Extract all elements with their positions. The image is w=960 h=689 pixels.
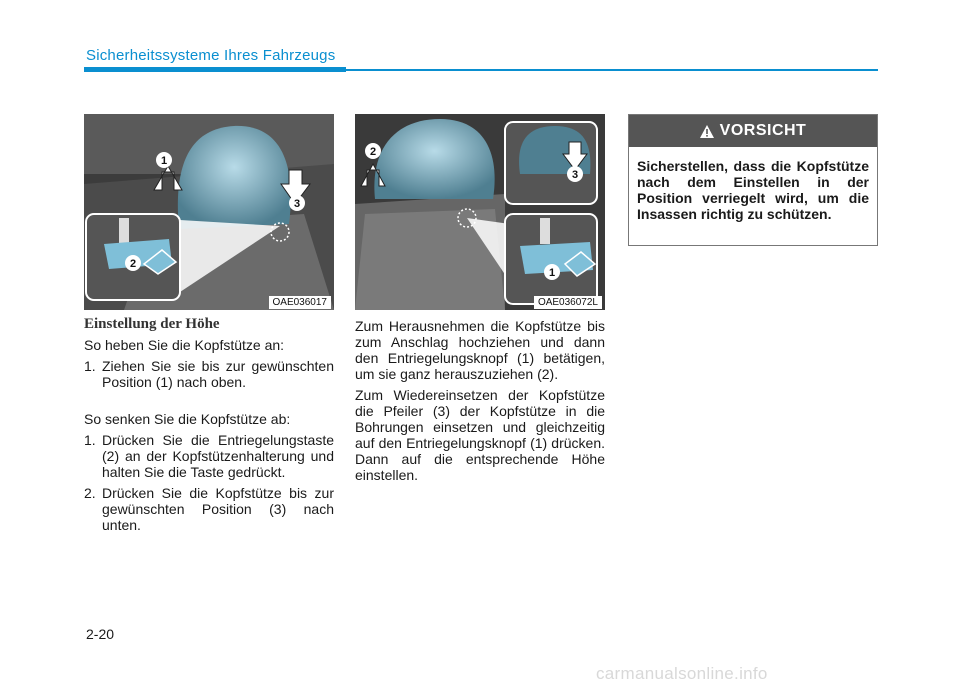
svg-text:3: 3 [293, 198, 301, 210]
left-column-text [84, 337, 334, 533]
removal-paragraph: Zum Herausnehmen die Kopfstütze bis zum Anschlag hochziehen und dann den Entriegelungsknopf (1) betätigen, um sie ganz herauszuziehen (2). [355, 318, 605, 382]
middle-column-text [355, 318, 605, 483]
figure-code: OAE036017 [269, 296, 332, 309]
step-number: 1. [84, 432, 96, 448]
step-text: Drücken Sie die Entriegelungstaste (2) an der Kopfstützenhalterung und halten Sie die Taste gedrückt. [102, 432, 334, 480]
caution-text: Sicherstellen, dass die Kopfstütze nach dem Einstellen in der Position verriegelt wird, um die Insassen richtig zu schützen. [637, 158, 869, 222]
svg-text:1: 1 [548, 267, 556, 279]
caution-box [628, 114, 878, 246]
callout-3 [288, 194, 306, 212]
step-number: 1. [84, 358, 96, 374]
warning-triangle-icon [700, 125, 714, 138]
headrest-height-figure [84, 114, 334, 310]
raise-intro: So heben Sie die Kopfstütze an: [84, 337, 285, 353]
caution-header [629, 115, 877, 147]
headrest-removal-illustration [355, 114, 605, 310]
lower-step-1 [84, 432, 334, 480]
caution-title: VORSICHT [719, 122, 807, 139]
step-text: Ziehen Sie sie bis zur gewünschten Position (1) nach oben. [102, 358, 334, 390]
callout-2 [124, 254, 142, 272]
callout-1 [155, 151, 173, 169]
step-text: Drücken Sie die Kopfstütze bis zur gewünschten Position (3) nach unten. [102, 485, 334, 533]
step-number: 2. [84, 485, 96, 501]
svg-text:2: 2 [369, 146, 377, 158]
section-title: Sicherheitssysteme Ihres Fahrzeugs [86, 47, 336, 64]
figure-code: OAE036072L [534, 296, 602, 309]
headrest-removal-figure [355, 114, 605, 310]
callout-3 [566, 165, 584, 183]
svg-text:3: 3 [571, 169, 579, 181]
reinstall-paragraph: Zum Wiedereinsetzen der Kopfstütze die Pfeiler (3) der Kopfstütze in die Bohrungen einsetzen und gleichzeitig auf den Entriegelungsknopf (1) drücken. Dann auf die entsprechende Höhe einstellen. [355, 387, 605, 483]
lower-intro: So senken Sie die Kopfstütze ab: [84, 411, 291, 427]
raise-step-1 [84, 358, 334, 390]
header-rule-thin [346, 69, 878, 71]
svg-text:1: 1 [160, 155, 168, 167]
callout-2 [364, 142, 382, 160]
lower-step-2 [84, 485, 334, 533]
page-number: 2-20 [86, 626, 115, 642]
section-heading: Einstellung der Höhe [84, 316, 220, 332]
watermark: carmanualsonline.info [596, 664, 768, 683]
callout-1 [543, 263, 561, 281]
svg-text:2: 2 [129, 258, 137, 270]
headrest-height-illustration [84, 114, 334, 310]
header-rule-thick [84, 67, 346, 72]
